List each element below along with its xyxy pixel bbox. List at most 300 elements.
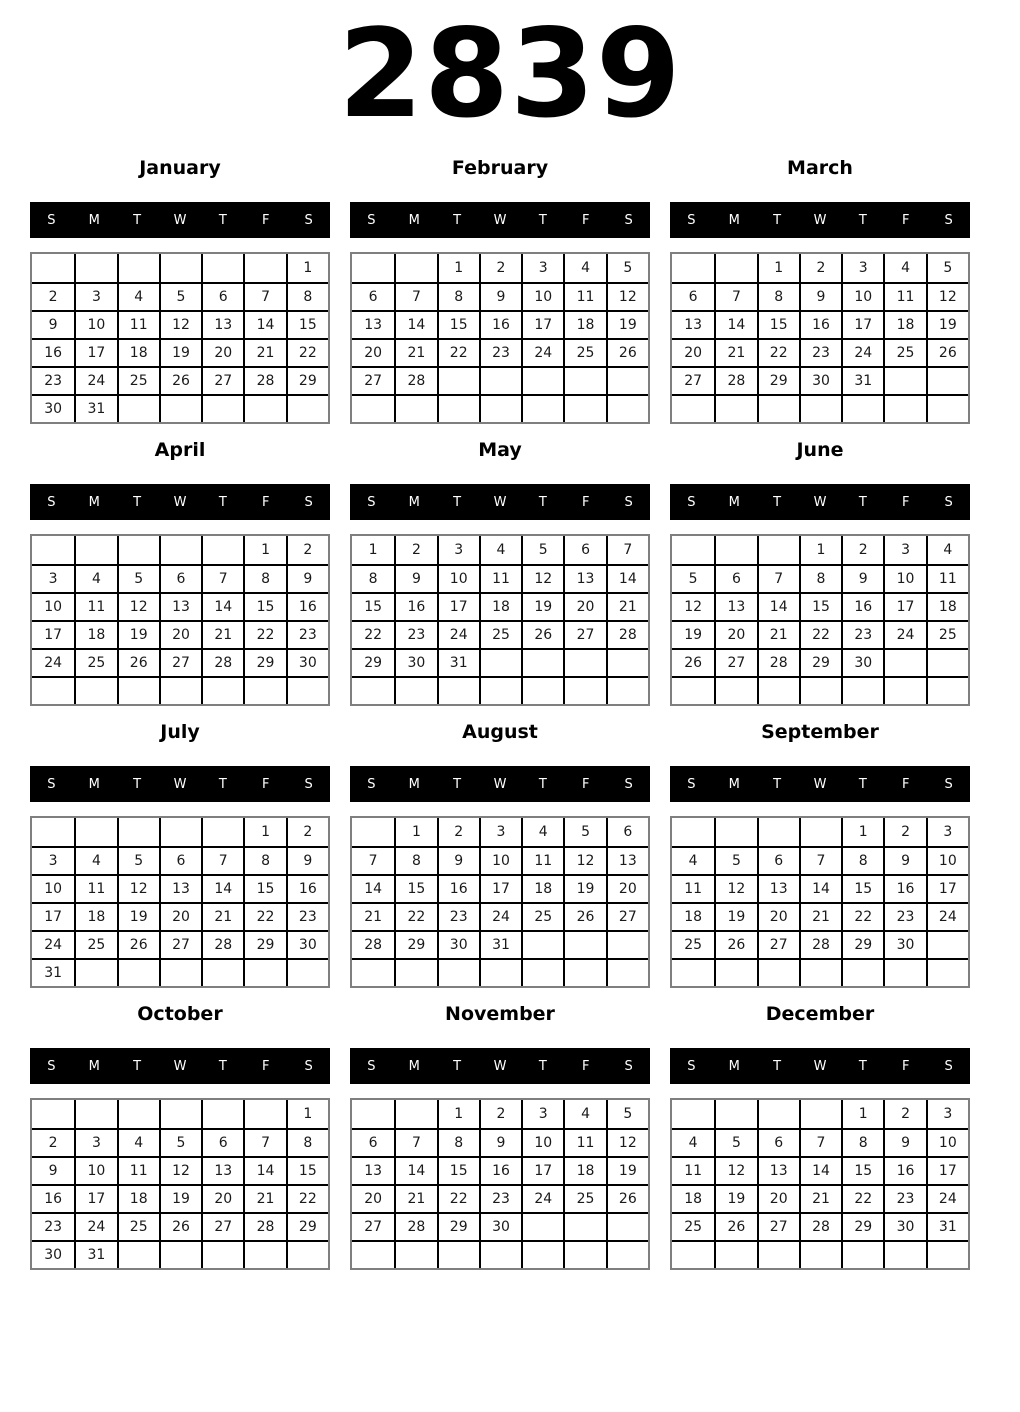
day-cell: 25 [479,620,521,648]
day-cell [841,1240,883,1268]
day-cell: 5 [117,846,159,874]
day-cell [799,394,841,422]
day-cell: 13 [714,592,756,620]
day-cell: 18 [74,620,116,648]
day-cell: 24 [479,902,521,930]
day-cell: 6 [563,536,605,564]
day-cell: 6 [714,564,756,592]
week-row [32,536,328,564]
day-cell [286,1240,328,1268]
day-cell: 21 [394,338,436,366]
day-cell: 26 [117,648,159,676]
week-row [32,1100,328,1128]
day-cell [926,930,968,958]
day-cell: 31 [841,366,883,394]
day-cell: 30 [32,394,74,422]
week-row [352,1240,648,1268]
day-cell: 31 [926,1212,968,1240]
day-cell: 11 [479,564,521,592]
day-cell: 28 [799,1212,841,1240]
day-cell [74,536,116,564]
day-cell [352,958,394,986]
day-cell: 8 [243,846,285,874]
day-cell: 10 [74,1156,116,1184]
month-table-body [672,818,968,986]
month-title: September [761,721,879,744]
day-cell [159,958,201,986]
day-cell: 14 [799,1156,841,1184]
day-cell [243,254,285,282]
week-row [672,338,968,366]
month [670,438,970,706]
day-cell [672,1240,714,1268]
months-grid [30,156,990,1270]
weekday-label: T [773,212,782,228]
day-cell: 6 [201,282,243,310]
weekday-label: S [624,776,633,792]
weekday-label: S [367,776,376,792]
day-cell: 11 [117,1156,159,1184]
weekday-label: T [218,212,227,228]
day-cell [201,1100,243,1128]
day-cell: 30 [479,1212,521,1240]
day-cell [286,394,328,422]
day-cell: 5 [926,254,968,282]
day-cell: 16 [799,310,841,338]
day-cell [841,394,883,422]
day-cell: 22 [286,1184,328,1212]
weekday-label: S [47,776,56,792]
day-cell [521,394,563,422]
weekday-label: S [304,212,313,228]
day-cell [714,536,756,564]
day-cell: 29 [286,1212,328,1240]
day-cell [799,676,841,704]
month [350,1002,650,1270]
day-cell: 12 [159,310,201,338]
month-table [30,816,330,988]
day-cell: 23 [394,620,436,648]
month-table-body [672,536,968,704]
day-cell [757,1100,799,1128]
day-cell: 24 [883,620,925,648]
day-cell: 25 [117,1212,159,1240]
day-cell [352,254,394,282]
day-cell [521,676,563,704]
day-cell: 2 [286,536,328,564]
week-row [32,930,328,958]
day-cell: 7 [394,1128,436,1156]
day-cell: 18 [926,592,968,620]
day-cell: 3 [437,536,479,564]
day-cell: 23 [32,366,74,394]
day-cell: 14 [352,874,394,902]
day-cell: 31 [479,930,521,958]
day-cell: 19 [926,310,968,338]
day-cell [926,394,968,422]
day-cell: 15 [243,592,285,620]
day-cell: 21 [606,592,648,620]
month-table-body [352,1100,648,1268]
week-row [32,648,328,676]
day-cell: 20 [757,902,799,930]
day-cell: 24 [32,648,74,676]
day-cell [286,958,328,986]
day-cell: 31 [74,394,116,422]
day-cell [201,676,243,704]
day-cell [394,1240,436,1268]
month-title: February [451,157,549,180]
day-cell: 5 [714,1128,756,1156]
day-cell: 20 [201,338,243,366]
day-cell: 22 [841,902,883,930]
day-cell: 13 [352,1156,394,1184]
day-cell [521,366,563,394]
day-cell: 24 [32,930,74,958]
day-cell: 17 [521,310,563,338]
day-cell: 30 [437,930,479,958]
weekday-label: M [88,212,100,228]
day-cell: 22 [841,1184,883,1212]
weekday-label: W [173,494,187,510]
day-cell: 19 [159,1184,201,1212]
week-row [672,676,968,704]
day-cell [672,254,714,282]
weekday-label: W [813,776,827,792]
day-cell: 11 [74,874,116,902]
day-cell: 27 [201,366,243,394]
day-cell: 11 [926,564,968,592]
month-title: June [796,439,844,462]
day-cell: 28 [394,1212,436,1240]
day-cell: 23 [883,902,925,930]
day-cell [606,648,648,676]
weekday-label: M [728,1058,740,1074]
day-cell: 5 [563,818,605,846]
week-row [352,254,648,282]
day-cell: 27 [159,930,201,958]
day-cell: 1 [437,1100,479,1128]
day-cell: 30 [883,930,925,958]
day-cell [74,676,116,704]
day-cell: 3 [926,1100,968,1128]
weekday-label: T [453,212,462,228]
month-title: March [787,157,853,180]
day-cell: 7 [201,846,243,874]
day-cell: 20 [352,1184,394,1212]
weekday-label: S [944,494,953,510]
weekday-label: S [687,1058,696,1074]
week-row [672,846,968,874]
day-cell [159,394,201,422]
day-cell: 26 [159,1212,201,1240]
day-cell: 2 [32,282,74,310]
day-cell: 28 [714,366,756,394]
day-cell: 1 [286,1100,328,1128]
day-cell: 14 [243,310,285,338]
day-cell: 5 [714,846,756,874]
day-cell: 21 [201,620,243,648]
day-cell: 17 [926,1156,968,1184]
day-cell: 22 [243,620,285,648]
weekday-label: T [773,494,782,510]
day-cell [394,1100,436,1128]
day-cell: 12 [672,592,714,620]
week-row [672,1184,968,1212]
week-row [352,366,648,394]
weekday-label: S [687,212,696,228]
week-row [672,394,968,422]
day-cell: 19 [672,620,714,648]
day-cell: 13 [352,310,394,338]
weekday-label: S [47,212,56,228]
day-cell: 16 [479,310,521,338]
day-cell [606,930,648,958]
weekday-label: F [581,776,590,792]
day-cell: 3 [926,818,968,846]
day-cell [672,1100,714,1128]
week-row [32,1184,328,1212]
day-cell: 9 [32,310,74,338]
day-cell [883,676,925,704]
day-cell: 22 [243,902,285,930]
day-cell: 30 [286,930,328,958]
day-cell: 23 [841,620,883,648]
month-title: July [160,721,200,744]
day-cell [799,818,841,846]
day-cell: 25 [521,902,563,930]
week-row [352,1100,648,1128]
day-cell: 30 [394,648,436,676]
day-cell: 9 [841,564,883,592]
day-cell: 18 [672,902,714,930]
day-cell: 17 [479,874,521,902]
day-cell: 9 [479,282,521,310]
day-cell: 7 [714,282,756,310]
week-row [352,676,648,704]
week-row [32,1156,328,1184]
month-table [350,816,650,988]
day-cell: 27 [714,648,756,676]
weekday-band [350,766,650,802]
day-cell: 15 [757,310,799,338]
day-cell [159,1100,201,1128]
day-cell [757,1240,799,1268]
weekday-label: M [408,776,420,792]
weekday-label: T [133,212,142,228]
day-cell [883,958,925,986]
weekday-label: W [493,494,507,510]
day-cell [479,1240,521,1268]
day-cell: 13 [563,564,605,592]
day-cell: 20 [352,338,394,366]
day-cell: 16 [286,592,328,620]
day-cell [521,1212,563,1240]
month-table-body [352,536,648,704]
weekday-label: M [728,776,740,792]
month-title: October [137,1003,223,1026]
day-cell: 4 [521,818,563,846]
weekday-label: S [304,776,313,792]
weekday-label: S [624,212,633,228]
day-cell: 4 [117,1128,159,1156]
day-cell [352,394,394,422]
day-cell: 18 [883,310,925,338]
weekday-label: W [813,1058,827,1074]
day-cell [563,676,605,704]
day-cell: 17 [437,592,479,620]
day-cell: 1 [286,254,328,282]
day-cell: 9 [286,846,328,874]
day-cell: 9 [799,282,841,310]
week-row [352,282,648,310]
day-cell [479,676,521,704]
day-cell [201,1240,243,1268]
weekday-band [670,1048,970,1084]
day-cell [32,818,74,846]
week-row [352,1156,648,1184]
day-cell: 26 [563,902,605,930]
day-cell [437,366,479,394]
weekday-label: M [728,494,740,510]
day-cell: 29 [286,366,328,394]
week-row [352,310,648,338]
week-row [352,902,648,930]
day-cell: 22 [352,620,394,648]
day-cell: 18 [74,902,116,930]
day-cell [352,676,394,704]
month-title: January [139,157,221,180]
day-cell [606,1240,648,1268]
weekday-label: T [133,1058,142,1074]
day-cell: 4 [672,846,714,874]
day-cell [606,1212,648,1240]
day-cell: 23 [479,338,521,366]
weekday-label: T [218,494,227,510]
day-cell: 2 [437,818,479,846]
day-cell: 20 [159,620,201,648]
day-cell: 4 [479,536,521,564]
day-cell: 24 [521,1184,563,1212]
weekday-label: T [538,494,547,510]
day-cell: 7 [757,564,799,592]
week-row [32,818,328,846]
day-cell: 30 [799,366,841,394]
weekday-label: T [218,1058,227,1074]
day-cell: 27 [757,930,799,958]
day-cell: 14 [201,874,243,902]
week-row [32,394,328,422]
day-cell: 12 [606,1128,648,1156]
day-cell: 29 [352,648,394,676]
day-cell: 23 [286,620,328,648]
day-cell: 27 [606,902,648,930]
week-row [672,818,968,846]
day-cell [521,958,563,986]
day-cell: 12 [606,282,648,310]
weekday-band [350,1048,650,1084]
day-cell: 15 [799,592,841,620]
day-cell [841,958,883,986]
day-cell [883,394,925,422]
day-cell: 7 [243,282,285,310]
day-cell: 25 [563,338,605,366]
day-cell: 16 [394,592,436,620]
day-cell: 11 [672,1156,714,1184]
day-cell: 10 [521,282,563,310]
day-cell: 11 [74,592,116,620]
day-cell [521,648,563,676]
weekday-label: S [367,494,376,510]
week-row [352,846,648,874]
day-cell: 4 [117,282,159,310]
day-cell [672,394,714,422]
day-cell: 3 [521,254,563,282]
day-cell: 5 [606,254,648,282]
day-cell: 19 [606,1156,648,1184]
day-cell: 30 [32,1240,74,1268]
weekday-label: M [88,1058,100,1074]
day-cell: 9 [883,1128,925,1156]
day-cell: 20 [672,338,714,366]
day-cell: 9 [437,846,479,874]
weekday-label: T [858,1058,867,1074]
day-cell [74,1100,116,1128]
week-row [352,394,648,422]
week-row [672,874,968,902]
week-row [672,592,968,620]
day-cell: 17 [32,620,74,648]
week-row [672,282,968,310]
day-cell: 16 [286,874,328,902]
day-cell [563,1240,605,1268]
day-cell [159,254,201,282]
day-cell [117,1100,159,1128]
day-cell: 4 [74,846,116,874]
month-table-body [352,818,648,986]
weekday-label: M [408,1058,420,1074]
day-cell [437,676,479,704]
day-cell: 13 [159,592,201,620]
day-cell: 5 [159,1128,201,1156]
weekday-label: S [367,1058,376,1074]
day-cell: 4 [926,536,968,564]
day-cell: 8 [394,846,436,874]
month-table [30,1098,330,1270]
week-row [672,648,968,676]
day-cell: 19 [714,902,756,930]
day-cell: 1 [841,818,883,846]
week-row [32,958,328,986]
day-cell [606,366,648,394]
day-cell: 30 [841,648,883,676]
day-cell [394,958,436,986]
day-cell [926,676,968,704]
week-row [672,366,968,394]
month-table-body [32,254,328,422]
day-cell: 21 [799,1184,841,1212]
weekday-label: W [493,212,507,228]
weekday-label: S [944,776,953,792]
day-cell [563,366,605,394]
day-cell: 11 [883,282,925,310]
day-cell: 4 [563,1100,605,1128]
weekday-band [30,1048,330,1084]
month-table [670,534,970,706]
month-table [670,252,970,424]
day-cell: 22 [799,620,841,648]
day-cell: 1 [757,254,799,282]
